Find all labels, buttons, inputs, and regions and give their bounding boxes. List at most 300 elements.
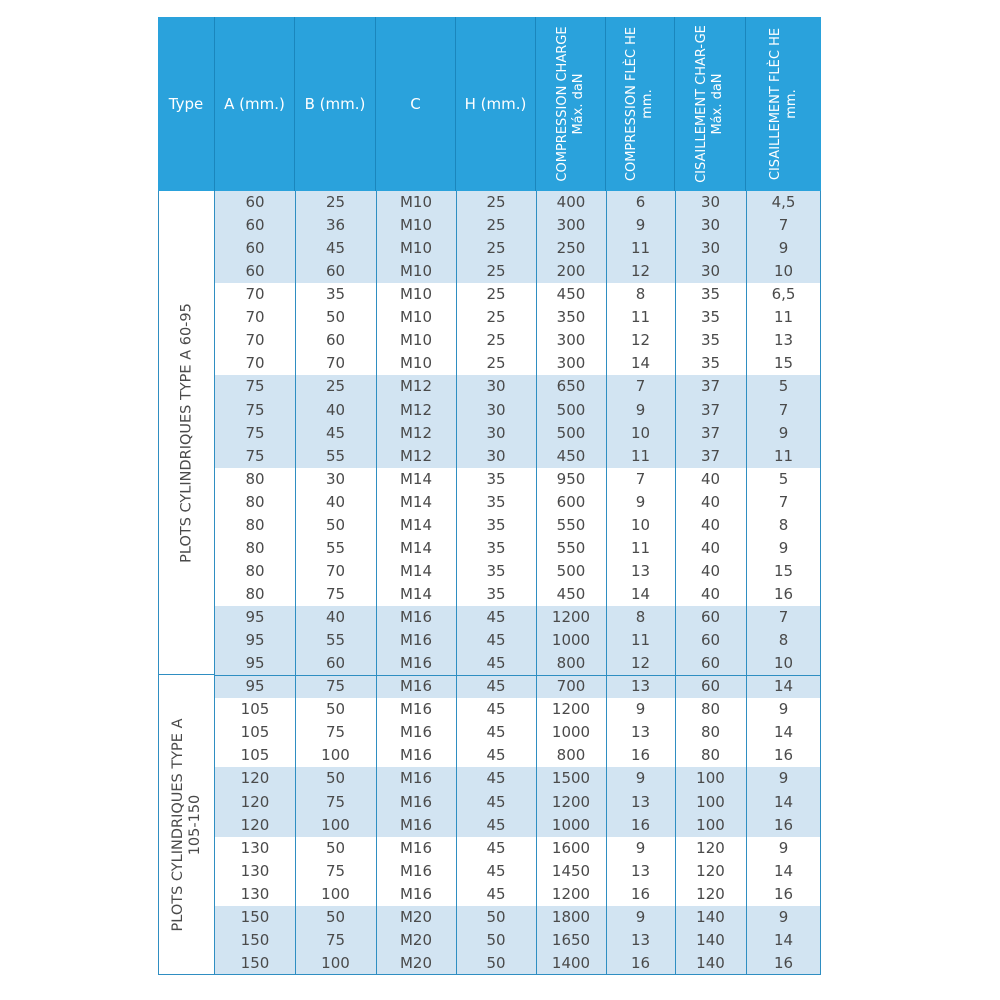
table-row [215, 560, 821, 583]
table-cell: 60 [700, 631, 721, 650]
table-cell: 75 [245, 377, 265, 396]
table-cell: 450 [556, 446, 586, 465]
table-cell: M14 [399, 561, 433, 580]
table-cell: 45 [486, 792, 506, 811]
table-row [215, 514, 821, 537]
table-cell: M14 [399, 515, 433, 534]
table-cell: 55 [325, 631, 346, 650]
table-cell: 500 [556, 400, 586, 419]
column-divider [456, 191, 457, 975]
table-cell: 700 [556, 677, 586, 696]
table-row [215, 860, 821, 883]
table-cell: 13 [630, 930, 651, 949]
table-cell: 16 [773, 884, 794, 903]
table-cell: 1000 [551, 815, 591, 834]
table-cell: 13 [630, 792, 651, 811]
table-cell: 30 [486, 446, 506, 465]
table-cell: 100 [696, 792, 725, 811]
table-row [215, 260, 821, 283]
header-label: CISAILLEMENT FLÈC HE mm. [767, 27, 799, 181]
table-cell: 75 [325, 861, 346, 880]
table-cell: M16 [399, 792, 433, 811]
table-cell: 60 [325, 654, 346, 673]
table-cell: 11 [773, 446, 794, 465]
table-row [215, 744, 821, 767]
table-cell: 60 [700, 654, 721, 673]
table-cell: 40 [700, 469, 721, 488]
header-cell-7 [675, 17, 746, 191]
table-cell: M14 [399, 538, 433, 557]
table-cell: 14 [773, 930, 794, 949]
table-cell: 50 [325, 838, 346, 857]
column-divider [746, 191, 747, 975]
table-row [215, 237, 821, 260]
table-cell: 35 [700, 354, 721, 373]
table-row [215, 191, 821, 214]
table-cell: 50 [325, 308, 346, 327]
product-table [158, 17, 821, 975]
type-group-column [158, 191, 215, 975]
table-cell: 14 [773, 723, 794, 742]
table-cell: 11 [630, 308, 651, 327]
table-cell: M10 [399, 262, 433, 281]
table-row [215, 952, 821, 975]
table-cell: 40 [700, 561, 721, 580]
table-row [215, 445, 821, 468]
table-cell: 45 [486, 861, 506, 880]
table-cell: 13 [773, 331, 794, 350]
table-cell: M16 [399, 884, 433, 903]
table-cell: 150 [240, 953, 270, 972]
table-row [215, 721, 821, 744]
table-cell: 100 [321, 953, 350, 972]
table-cell: 9 [635, 907, 646, 926]
table-cell: 70 [245, 354, 265, 373]
table-cell: 120 [696, 884, 725, 903]
table-cell: M16 [399, 631, 433, 650]
table-cell: M10 [399, 193, 433, 211]
table-cell: 55 [325, 446, 346, 465]
table-cell: 75 [325, 930, 346, 949]
table-cell: 9 [778, 907, 789, 926]
table-cell: 30 [700, 262, 721, 281]
table-cell: 50 [486, 930, 506, 949]
table-cell: 25 [486, 216, 506, 235]
table-cell: 120 [696, 838, 725, 857]
table-cell: 800 [556, 746, 586, 765]
table-row [215, 283, 821, 306]
table-cell: 5 [778, 377, 789, 396]
table-cell: 7 [635, 377, 646, 396]
table-cell: 25 [486, 354, 506, 373]
table-cell: 80 [700, 700, 721, 719]
table-cell: 9 [778, 239, 789, 258]
table-cell: 120 [696, 861, 725, 880]
table-cell: 120 [240, 815, 270, 834]
table-cell: 13 [630, 861, 651, 880]
table-cell: 25 [486, 331, 506, 350]
table-cell: 45 [486, 838, 506, 857]
table-row [215, 329, 821, 352]
table-cell: 250 [556, 239, 586, 258]
table-cell: 9 [778, 700, 789, 719]
table-row [215, 629, 821, 652]
table-cell: 60 [245, 262, 265, 281]
table-cell: 14 [773, 792, 794, 811]
table-cell: 120 [240, 792, 270, 811]
table-cell: 14 [773, 677, 794, 696]
table-cell: 9 [635, 700, 646, 719]
table-cell: 11 [630, 446, 651, 465]
table-cell: M16 [399, 608, 433, 627]
table-cell: 400 [556, 193, 586, 211]
table-cell: M12 [399, 446, 433, 465]
table-cell: 45 [486, 631, 506, 650]
table-cell: 9 [635, 492, 646, 511]
table-body [215, 191, 821, 975]
table-cell: 7 [778, 216, 789, 235]
table-cell: 150 [240, 907, 270, 926]
table-cell: 12 [630, 654, 651, 673]
table-row [215, 491, 821, 514]
header-cell-1: A (mm.) [215, 17, 295, 191]
type-group-1 [158, 675, 215, 975]
table-cell: 1800 [551, 907, 591, 926]
table-cell: 60 [700, 608, 721, 627]
table-cell: 35 [486, 515, 506, 534]
table-cell: 40 [325, 492, 346, 511]
table-cell: 80 [245, 538, 265, 557]
table-cell: 650 [556, 377, 586, 396]
table-cell: 35 [486, 561, 506, 580]
table-cell: 13 [630, 677, 651, 696]
table-cell: M16 [399, 723, 433, 742]
table-cell: 40 [700, 515, 721, 534]
table-cell: 35 [486, 469, 506, 488]
table-cell: 9 [635, 838, 646, 857]
table-cell: 105 [240, 700, 270, 719]
type-group-label: PLOTS CYLINDRIQUES TYPE A 60-95 [178, 302, 194, 563]
table-row [215, 422, 821, 445]
table-cell: 60 [325, 262, 346, 281]
table-cell: M16 [399, 769, 433, 788]
table-cell: 80 [245, 469, 265, 488]
table-cell: 14 [630, 354, 651, 373]
table-cell: M20 [399, 930, 433, 949]
table-cell: 75 [325, 585, 346, 603]
table-cell: M10 [399, 239, 433, 258]
table-cell: 10 [773, 262, 794, 281]
header-cell-8 [746, 17, 821, 191]
table-cell: 45 [486, 884, 506, 903]
table-cell: 300 [556, 354, 586, 373]
table-cell: 450 [556, 585, 586, 603]
table-cell: M16 [399, 838, 433, 857]
table-cell: 40 [325, 400, 346, 419]
table-cell: 16 [630, 884, 651, 903]
table-cell: 1200 [551, 608, 591, 627]
table-cell: 30 [486, 400, 506, 419]
table-cell: 60 [245, 216, 265, 235]
table-cell: 45 [486, 677, 506, 696]
table-cell: 140 [696, 953, 725, 972]
table-cell: 100 [321, 815, 350, 834]
table-cell: 140 [696, 930, 725, 949]
table-cell: 16 [773, 815, 794, 834]
table-cell: 80 [700, 746, 721, 765]
table-cell: 12 [630, 262, 651, 281]
table-cell: 30 [486, 377, 506, 396]
table-cell: 35 [700, 285, 721, 304]
table-cell: 45 [486, 723, 506, 742]
header-cell-2: B (mm.) [295, 17, 376, 191]
table-cell: 9 [778, 538, 789, 557]
table-row [215, 814, 821, 837]
table-cell: 30 [700, 216, 721, 235]
table-cell: 150 [240, 930, 270, 949]
table-cell: 45 [486, 608, 506, 627]
table-cell: 12 [630, 331, 651, 350]
table-cell: 37 [700, 377, 721, 396]
table-cell: 45 [325, 239, 346, 258]
header-cell-0: Type [158, 17, 215, 191]
table-cell: 35 [486, 585, 506, 603]
table-cell: 6,5 [771, 285, 796, 304]
table-cell: M10 [399, 216, 433, 235]
table-cell: 500 [556, 423, 586, 442]
table-cell: 30 [486, 423, 506, 442]
table-cell: 15 [773, 561, 794, 580]
table-cell: 45 [486, 769, 506, 788]
table-cell: 75 [325, 792, 346, 811]
table-cell: 4,5 [771, 193, 796, 211]
table-cell: 1200 [551, 700, 591, 719]
table-row [215, 214, 821, 237]
table-cell: 75 [245, 446, 265, 465]
table-cell: 9 [635, 400, 646, 419]
table-row [215, 606, 821, 629]
table-cell: M20 [399, 907, 433, 926]
table-cell: 500 [556, 561, 586, 580]
table-cell: 100 [321, 746, 350, 765]
table-cell: 7 [778, 608, 789, 627]
table-cell: 15 [773, 354, 794, 373]
table-cell: 25 [486, 239, 506, 258]
table-cell: 800 [556, 654, 586, 673]
table-cell: 35 [486, 538, 506, 557]
table-cell: M16 [399, 700, 433, 719]
table-cell: 70 [325, 561, 346, 580]
table-cell: 60 [245, 239, 265, 258]
table-cell: 550 [556, 538, 586, 557]
table-cell: 9 [778, 838, 789, 857]
table-cell: 1000 [551, 631, 591, 650]
table-cell: 80 [245, 561, 265, 580]
table-cell: 14 [630, 585, 651, 603]
type-group-label: PLOTS CYLINDRIQUES TYPE A 105-150 [169, 718, 203, 932]
table-row [215, 537, 821, 560]
header-cell-3: C [376, 17, 456, 191]
table-cell: 11 [630, 239, 651, 258]
table-cell: 50 [325, 907, 346, 926]
table-cell: 1400 [551, 953, 591, 972]
table-cell: 11 [773, 308, 794, 327]
table-cell: 6 [635, 193, 646, 211]
table-row [215, 929, 821, 952]
table-row [215, 698, 821, 721]
table-cell: M14 [399, 492, 433, 511]
table-cell: 130 [240, 861, 270, 880]
table-cell: 550 [556, 515, 586, 534]
header-label: CISAILLEMENT CHAR-GE Máx. daN [694, 25, 725, 183]
column-divider [376, 191, 377, 975]
table-cell: 37 [700, 400, 721, 419]
table-cell: 55 [325, 538, 346, 557]
table-cell: 80 [245, 492, 265, 511]
table-cell: 8 [778, 631, 789, 650]
table-row [215, 306, 821, 329]
table-cell: 11 [630, 538, 651, 557]
table-cell: M10 [399, 308, 433, 327]
table-cell: 105 [240, 723, 270, 742]
table-cell: 100 [696, 769, 725, 788]
header-label: COMPRESSION FLÈC HE mm. [624, 26, 655, 182]
table-cell: 1450 [551, 861, 591, 880]
table-cell: 25 [486, 285, 506, 304]
table-cell: 16 [630, 815, 651, 834]
table-cell: 70 [245, 308, 265, 327]
table-cell: M20 [399, 953, 433, 972]
column-divider [295, 191, 296, 975]
table-cell: 60 [245, 193, 265, 211]
table-cell: 70 [245, 331, 265, 350]
table-cell: 1000 [551, 723, 591, 742]
table-cell: 25 [486, 193, 506, 211]
table-row [215, 352, 821, 375]
column-divider [536, 191, 537, 975]
table-cell: 25 [325, 193, 346, 211]
table-cell: M14 [399, 469, 433, 488]
table-row [215, 675, 821, 698]
table-cell: 75 [325, 723, 346, 742]
table-cell: 95 [245, 677, 265, 696]
table-cell: 37 [700, 446, 721, 465]
table-cell: M16 [399, 746, 433, 765]
table-cell: 80 [700, 723, 721, 742]
table-cell: M12 [399, 377, 433, 396]
table-cell: 45 [486, 700, 506, 719]
table-cell: 130 [240, 838, 270, 857]
table-cell: 300 [556, 331, 586, 350]
table-cell: 100 [321, 884, 350, 903]
table-cell: 10 [630, 515, 651, 534]
table-cell: 9 [635, 769, 646, 788]
table-cell: M12 [399, 400, 433, 419]
table-row [215, 583, 821, 606]
table-cell: 45 [325, 423, 346, 442]
table-cell: 11 [630, 631, 651, 650]
table-cell: 25 [486, 308, 506, 327]
table-cell: 50 [486, 907, 506, 926]
table-row [215, 468, 821, 491]
type-group-0 [158, 191, 215, 675]
table-row [215, 375, 821, 398]
table-cell: 35 [325, 285, 346, 304]
table-cell: 70 [325, 354, 346, 373]
table-cell: 950 [556, 469, 586, 488]
table-cell: M16 [399, 654, 433, 673]
table-cell: 30 [700, 193, 721, 211]
table-cell: 37 [700, 423, 721, 442]
table-cell: 16 [630, 953, 651, 972]
table-row [215, 399, 821, 422]
table-cell: 16 [773, 585, 794, 603]
table-cell: 140 [696, 907, 725, 926]
table-header [158, 17, 821, 191]
table-cell: 40 [325, 608, 346, 627]
table-cell: 95 [245, 631, 265, 650]
table-cell: 70 [245, 285, 265, 304]
table-cell: 50 [325, 769, 346, 788]
table-cell: 7 [778, 400, 789, 419]
table-cell: 105 [240, 746, 270, 765]
table-row [215, 883, 821, 906]
table-cell: 130 [240, 884, 270, 903]
header-cell-5 [536, 17, 606, 191]
table-cell: 5 [778, 469, 789, 488]
table-cell: 14 [773, 861, 794, 880]
table-cell: M14 [399, 585, 433, 603]
table-cell: 7 [635, 469, 646, 488]
header-cell-4: H (mm.) [456, 17, 536, 191]
table-cell: 1200 [551, 792, 591, 811]
table-cell: 120 [240, 769, 270, 788]
table-cell: 1600 [551, 838, 591, 857]
table-cell: 1500 [551, 769, 591, 788]
table-cell: M16 [399, 861, 433, 880]
table-cell: M16 [399, 677, 433, 696]
table-cell: 7 [778, 492, 789, 511]
header-label: COMPRESSION CHARGE Máx. daN [554, 26, 586, 182]
table-row [215, 791, 821, 814]
table-cell: 50 [325, 515, 346, 534]
table-row [215, 767, 821, 790]
table-cell: 200 [556, 262, 586, 281]
table-cell: 1650 [551, 930, 591, 949]
table-cell: 300 [556, 216, 586, 235]
table-cell: 60 [325, 331, 346, 350]
table-cell: 35 [700, 331, 721, 350]
table-cell: M10 [399, 285, 433, 304]
table-cell: 36 [325, 216, 346, 235]
table-cell: 45 [486, 654, 506, 673]
table-cell: 95 [245, 608, 265, 627]
table-cell: 50 [325, 700, 346, 719]
table-cell: 100 [696, 815, 725, 834]
table-row [215, 906, 821, 929]
table-cell: 35 [486, 492, 506, 511]
table-cell: 35 [700, 308, 721, 327]
table-cell: 8 [635, 285, 646, 304]
group-divider [215, 675, 821, 676]
table-cell: 60 [700, 677, 721, 696]
table-cell: 13 [630, 561, 651, 580]
table-row [215, 837, 821, 860]
table-cell: 30 [700, 239, 721, 258]
table-cell: 40 [700, 585, 721, 603]
table-cell: 40 [700, 492, 721, 511]
table-cell: 50 [486, 953, 506, 972]
